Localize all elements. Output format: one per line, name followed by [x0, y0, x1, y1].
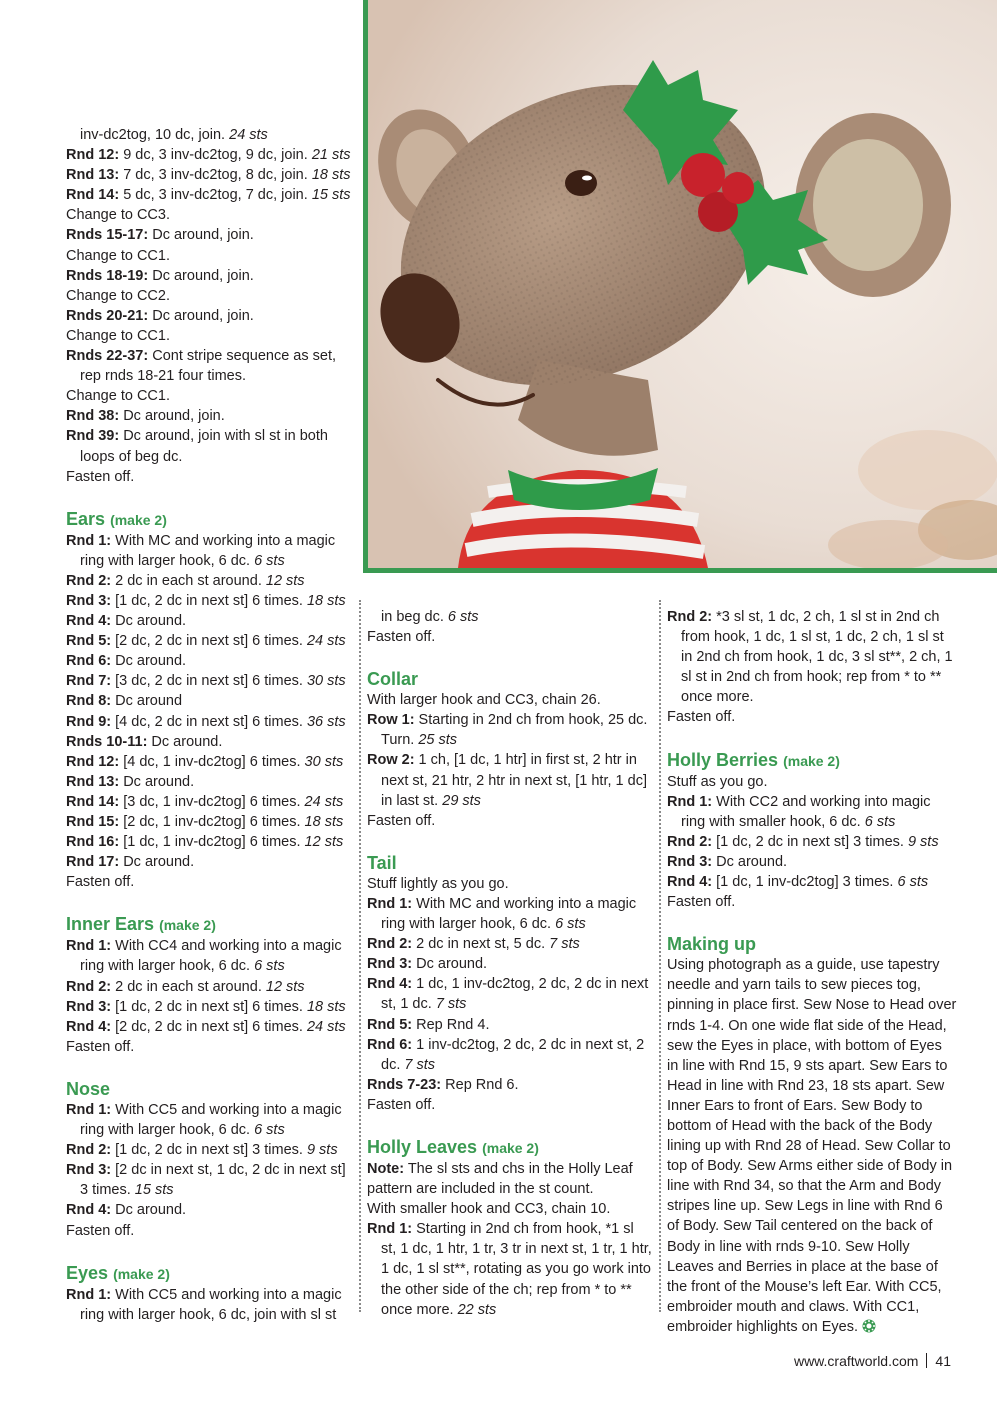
column-divider [659, 600, 661, 1312]
column-2 [367, 607, 652, 1320]
pattern-line: Row 1: Starting in 2nd ch from hook, 25 dc. Turn. 25 sts [367, 712, 648, 749]
holly-leaves-continuation [667, 607, 957, 728]
pattern-line: Rnd 1: With CC5 and working into a magic ring with larger hook, 6 dc. 6 sts [66, 1101, 342, 1139]
section-heading-ears: Ears (make 2) [66, 508, 167, 529]
pattern-line: Rnds 7-23: Rep Rnd 6. [367, 1076, 519, 1093]
section-heading-collar: Collar [367, 669, 419, 690]
pattern-line: Rnds 18-19: Dc around, join. [66, 267, 254, 284]
pattern-line: Fasten off. [367, 629, 436, 646]
section-heading-eyes: Eyes (make 2) [66, 1262, 170, 1283]
pattern-line: Rnd 7: [3 dc, 2 dc in next st] 6 times. 30 sts [66, 673, 346, 690]
pattern-line: Rnds 22-37: Cont stripe sequence as set, rep rnds 18-21 four times. [66, 348, 337, 385]
pattern-line: Rnds 20-21: Dc around, join. [66, 307, 254, 324]
tail-section [367, 874, 652, 1115]
pattern-line: Rnd 4: [2 dc, 2 dc in next st] 6 times. 24 sts [66, 1018, 346, 1035]
column-divider [359, 600, 361, 1312]
pattern-line: Rnd 3: [1 dc, 2 dc in next st] 6 times. 18 sts [66, 592, 346, 609]
ears-section [66, 531, 351, 893]
pattern-line: Rnd 9: [4 dc, 2 dc in next st] 6 times. 36 sts [66, 713, 346, 730]
end-flower-icon [862, 1319, 876, 1339]
pattern-line: Fasten off. [66, 874, 135, 891]
pattern-line: inv-dc2tog, 10 dc, join. 24 sts [80, 127, 268, 143]
pattern-line: Rnd 8: Dc around [66, 693, 183, 710]
pattern-line: Fasten off. [667, 894, 736, 911]
pattern-line: Rnd 3: [1 dc, 2 dc in next st] 6 times. 18 sts [66, 998, 346, 1015]
pattern-line: Fasten off. [66, 1222, 135, 1239]
pattern-line: Rnd 6: Dc around. [66, 653, 187, 670]
pattern-line: Rnd 1: With CC5 and working into a magic ring with larger hook, 6 dc, join with sl st [66, 1286, 342, 1323]
pattern-line: Rnd 1: Starting in 2nd ch from hook, *1 sl st, 1 dc, 1 htr, 1 tr, 3 tr in next st, 1 tr, 1 htr, 1 dc, 1 sl st**, rotating as you go work into the other side of the ch; rep from * to ** once more. 22 sts [367, 1221, 652, 1318]
section-heading-holly-berries: Holly Berries (make 2) [667, 749, 840, 770]
pattern-line: Rnd 3: Dc around. [367, 956, 488, 973]
pattern-line: Stuff lightly as you go. [367, 875, 509, 892]
pattern-line: Rnd 2: [1 dc, 2 dc in next st] 3 times. 9 sts [667, 833, 939, 850]
eyes-section [66, 1285, 351, 1325]
page-number: 41 [935, 1353, 951, 1369]
pattern-line: Rnd 4: Dc around. [66, 1202, 187, 1219]
pattern-line: Rnd 2: [1 dc, 2 dc in next st] 3 times. 9 sts [66, 1142, 338, 1159]
pattern-line: Stuff as you go. [667, 773, 768, 790]
pattern-line: Change to CC3. [66, 207, 170, 224]
mouse-photo [363, 0, 997, 573]
nose-section [66, 1100, 351, 1241]
pattern-line: Rnd 3: [2 dc in next st, 1 dc, 2 dc in next st] 3 times. 15 sts [66, 1162, 346, 1199]
holly-leaves-section [367, 1159, 652, 1320]
pattern-line: Row 2: 1 ch, [1 dc, 1 htr] in first st, 2 htr in next st, 21 htr, 2 htr in next st, [1 htr, 1 dc] in last st. 29 sts [367, 752, 647, 809]
section-heading-tail: Tail [367, 852, 397, 873]
pattern-line: With larger hook and CC3, chain 26. [367, 692, 601, 709]
pattern-line: Change to CC1. [66, 327, 170, 344]
pattern-line: Rnd 13: 7 dc, 3 inv-dc2tog, 8 dc, join. 18 sts [66, 167, 351, 184]
pattern-line: Rnds 15-17: Dc around, join. [66, 227, 254, 244]
pattern-line: Rnd 1: With CC2 and working into magic ring with smaller hook, 6 dc. 6 sts [667, 793, 931, 830]
pattern-line: With smaller hook and CC3, chain 10. [367, 1201, 611, 1218]
pattern-line: Rnd 2: 2 dc in next st, 5 dc. 7 sts [367, 936, 580, 953]
holly-berries-section [667, 772, 957, 913]
pattern-line: Rnd 12: 9 dc, 3 inv-dc2tog, 9 dc, join. 21 sts [66, 147, 351, 164]
pattern-line: Change to CC1. [66, 388, 170, 405]
pattern-line: Rnd 1: With MC and working into a magic ring with larger hook, 6 dc. 6 sts [367, 895, 637, 933]
column-3 [667, 607, 957, 1339]
pattern-line: Rnd 17: Dc around. [66, 854, 195, 871]
section-heading-making-up: Making up [667, 934, 756, 955]
pattern-line: Fasten off. [66, 1038, 135, 1055]
pattern-line: Rnd 4: 1 dc, 1 inv-dc2tog, 2 dc, 2 dc in next st, 1 dc. 7 sts [367, 976, 649, 1013]
pattern-line: Fasten off. [66, 468, 135, 485]
collar-section [367, 690, 652, 831]
pattern-line: Rnd 2: 2 dc in each st around. 12 sts [66, 978, 305, 995]
making-up-paragraph: Using photograph as a guide, use tapestry needle and yarn tails to sew pieces tog, pinning in place first. Sew Nose to Head over rnds 1-4. On one wide flat side of the Head, sew the Eyes in place, with bottom of Eyes in line with Rnd 15, 9 sts apart. Sew Ears to Head in line with Rnd 23, 18 sts apart. Sew Inner Ears to front of Ears. Sew Body to bottom of Head with the back of the Body lining up with Rnd 28 of Head. Sew Collar to top of Body. Sew Arms either side of Body in line with Rnd 34, so that the Arm and Body stripes line up. Sew Legs in line with Rnd 6 of Body. Sew Tail centered on the back of Body in line with rnds 9-10. Sew Holly Leaves and Berries in place at the base of the front of the Mouse’s left Ear. With CC5, embroider mouth and claws. With CC1, embroider highlights on Eyes. [667, 955, 957, 1339]
pattern-line: Rnd 38: Dc around, join. [66, 408, 225, 425]
inner-ears-section [66, 936, 351, 1057]
pattern-line: Rnd 5: Rep Rnd 4. [367, 1016, 490, 1033]
pattern-note: Note: The sl sts and chs in the Holly Leaf pattern are included in the st count. [367, 1160, 633, 1198]
head-pattern-continuation [66, 125, 351, 487]
pattern-line: in beg dc. 6 sts [381, 609, 479, 625]
pattern-line: Rnd 6: 1 inv-dc2tog, 2 dc, 2 dc in next st, 2 dc. 7 sts [367, 1036, 645, 1073]
pattern-line: Fasten off. [367, 812, 436, 829]
crochet-mouse-illustration [368, 0, 997, 568]
pattern-line: Rnd 39: Dc around, join with sl st in both loops of beg dc. [66, 428, 328, 465]
column-1 [66, 125, 351, 1325]
section-heading-holly-leaves: Holly Leaves (make 2) [367, 1136, 539, 1157]
pattern-line: Rnd 2: *3 sl st, 1 dc, 2 ch, 1 sl st in 2nd ch from hook, 1 dc, 1 sl st, 1 dc, 2 ch, 1 sl st in 2nd ch from hook, 1 dc, 3 sl st**, 2 ch, 1 sl st in 2nd ch from hook; rep from * to ** once more. [667, 609, 953, 706]
pattern-line: Rnd 1: With CC4 and working into a magic ring with larger hook, 6 dc. 6 sts [66, 938, 342, 975]
page-footer [794, 1353, 951, 1369]
section-heading-inner-ears: Inner Ears (make 2) [66, 914, 216, 935]
pattern-line: Change to CC2. [66, 287, 170, 304]
footer-separator [926, 1353, 927, 1368]
pattern-line: Change to CC1. [66, 247, 170, 264]
pattern-line: Fasten off. [667, 709, 736, 726]
pattern-line: Rnd 14: [3 dc, 1 inv-dc2tog] 6 times. 24 sts [66, 793, 344, 810]
pattern-line: Fasten off. [367, 1096, 436, 1113]
pattern-line: Rnd 5: [2 dc, 2 dc in next st] 6 times. 24 sts [66, 633, 346, 650]
pattern-line: Rnd 13: Dc around. [66, 773, 195, 790]
pattern-line: Rnd 14: 5 dc, 3 inv-dc2tog, 7 dc, join. 15 sts [66, 187, 351, 204]
pattern-line: Rnd 4: Dc around. [66, 613, 187, 630]
eyes-continuation [367, 607, 652, 647]
footer-url[interactable]: www.craftworld.com [793, 1353, 919, 1369]
pattern-line: Rnds 10-11: Dc around. [66, 733, 223, 750]
pattern-line: Rnd 1: With MC and working into a magic ring with larger hook, 6 dc. 6 sts [66, 532, 336, 569]
section-heading-nose: Nose [66, 1078, 111, 1099]
pattern-line: Rnd 2: 2 dc in each st around. 12 sts [66, 572, 305, 589]
pattern-line: Rnd 12: [4 dc, 1 inv-dc2tog] 6 times. 30 sts [66, 753, 344, 770]
pattern-line: Rnd 15: [2 dc, 1 inv-dc2tog] 6 times. 18 sts [66, 814, 344, 830]
pattern-line: Rnd 4: [1 dc, 1 inv-dc2tog] 3 times. 6 sts [667, 874, 929, 891]
pattern-line: Rnd 3: Dc around. [667, 853, 788, 870]
pattern-line: Rnd 16: [1 dc, 1 inv-dc2tog] 6 times. 12 sts [66, 834, 344, 851]
